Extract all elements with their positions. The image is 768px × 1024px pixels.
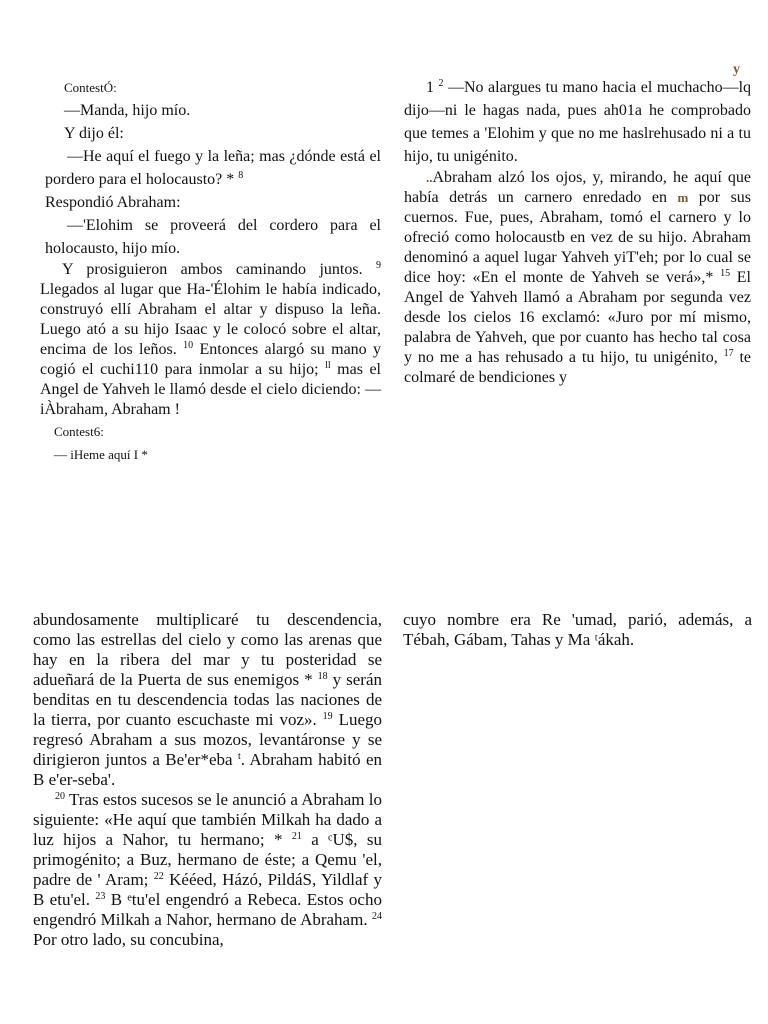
column-top-left [40,76,381,466]
verse-number: 23 [95,891,106,902]
dialogue-line: — iHeme aquí I * [54,447,148,462]
dialogue-line: —Manda, hijo mío. [64,102,191,119]
verse-number: 2 [438,78,444,89]
verse-number: 10 [183,340,194,351]
verse-number: 1 [426,79,434,96]
verse-number: 22 [153,871,164,882]
dialogue-line: —He aquí el fuego y la leña; mas ¿dónde está el pordero para el holocausto? * $^8$ [45,148,381,188]
speaker-line: Contest6: [54,424,104,439]
column-top-right [404,76,751,388]
verse-number: 9 [376,260,382,271]
verse-number: ll [325,360,331,371]
verse-number: 15 [720,268,731,279]
paragraph: abundosamente multiplicaré tu descendencia, como las estrellas del cielo y como las arenas que hay en la ribera del mar y tu posteridad se adueñará de la Puerta de sus enemigos * $^{18}$ y serán benditas en tu descendencia todas las naciones de la tierra, por cuanto escuchaste mi voz». $^{19}$ Luego regresó Abraham a sus mozos, levantáronse y se dirigieron juntos a Be'er*eba $^t$. Abraham habitó en B e'er-seba'. [33,610,383,789]
verse-number: 18 [317,671,328,682]
column-bottom-right [403,610,752,650]
superscript-mark: t [237,751,241,762]
paragraph: 1 $^2$ —No alargues tu mano hacia el muchacho—lq dijo—ni le hagas nada, pues ah01a he comprobado que temes a 'Elohim y que no me haslrehusado ni a tu hijo, tu unigénito. [404,78,752,165]
dialogue-line: —'Elohim se proveerá del cordero para el holocausto, hijo mío. [45,217,381,257]
page-mark: y [733,62,740,77]
ink-mark: .. [426,170,433,185]
verse-number: 24 [372,911,382,922]
verse-number: 19 [322,711,333,722]
dialogue-line: Y dijo él: [64,125,124,142]
paragraph: cuyo nombre era Re 'umad, parió, además, a Tébah, Gábam, Tahas y Ma ᵗákah. [403,610,752,649]
speaker-line: ContestÓ: [64,80,117,95]
verse-number: 21 [291,831,302,842]
paragraph: $^{20}$ Tras estos sucesos se le anunció a Abraham lo siguiente: «He aquí que también Milkah ha dado a luz hijos a Nahor, tu hermano; * $^{21}$ a ᶜU$, su primogénito; a Buz, hermano de éste; a Qemu 'el, padre de ' Aram; $^{22}$ Kééed, Házó, PildáS, Yildlaf y B etu'el. $^{23}$ B ᵉtu'el engendró a Rebeca. Estos ocho engendró Milkah a Nahor, hermano de Abraham. $^{24}$ Por otro lado, su concubina, [33,790,383,949]
paragraph: Y prosiguieron ambos caminando juntos. $^9$ Llegados al lugar que Ha-'Élohim le había indicado, construyó ellí Abraham el altar y dispuso la leña. Luego ató a su hijo Isaac y le colocó sobre el altar, encima de los leños. $^{10}$ Entonces alargó su mano y cogió el cuchi110 para inmolar a su hijo; $^{ll}$ mas el Angel de Yahveh le llamó desde el cielo diciendo: —iÀbraham, Abraham ! [40,260,382,418]
ink-mark: m [677,190,689,205]
column-bottom-left [33,610,382,950]
verse-number: 17 [723,348,734,359]
verse-number: 8 [238,170,244,181]
verse-number: 20 [55,791,65,802]
paragraph: ..Abraham alzó los ojos, y, mirando, he aquí que había detrás un carnero enredado en m por sus cuernos. Fue, pues, Abraham, tomó el carnero y lo ofreció como holocaustb en vez de su hijo. Abraham denominó a aquel lugar Yahveh yiT'eh; por lo cual se dice hoy: «En el monte de Yahveh se verá»,* $^{15}$ El Angel de Yahveh llamó a Abraham por segunda vez desde los cielos 16 exclamó: «Juro por mí mismo, palabra de Yahveh, que por cuanto has hecho tal cosa y no me a has rehusado a tu hijo, tu unigénito, $^{17}$ te colmaré de bendiciones y [404,169,752,386]
dialogue-line: Respondió Abraham: [45,194,181,211]
